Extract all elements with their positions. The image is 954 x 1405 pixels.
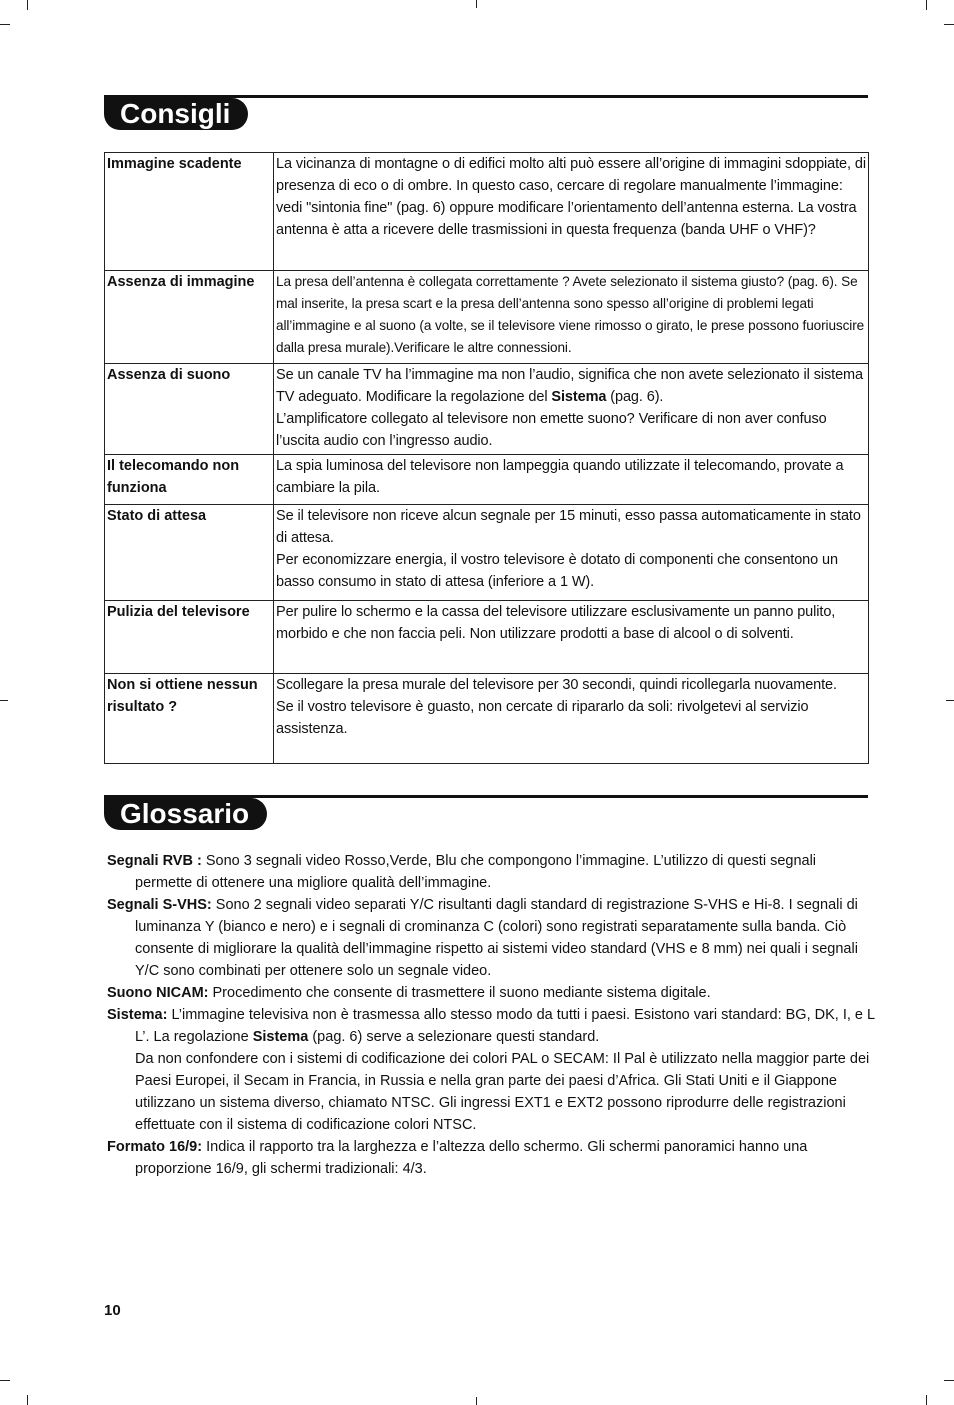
row-text: Per pulire lo schermo e la cassa del televisore utilizzare esclusivamente un panno pulito, morbido e che non faccia peli. Non utilizzare prodotti a base di alcool o di solventi.: [274, 601, 869, 674]
glossary-list: [107, 850, 877, 1180]
row-text-bold: Sistema: [551, 389, 607, 405]
table-row: [105, 601, 869, 674]
glossary-term: Sistema:: [107, 1007, 168, 1023]
glossary-entry: [107, 1136, 877, 1180]
crop-mark: [0, 24, 10, 25]
row-label: Non si ottiene nessun risultato ?: [105, 674, 274, 764]
page-number: 10: [104, 1302, 121, 1319]
row-label: Pulizia del televisore: [105, 601, 274, 674]
row-text-part: Se il televisore non riceve alcun segnale per 15 minuti, esso passa automaticamente in stato di attesa.: [276, 508, 861, 546]
crop-mark: [944, 24, 954, 25]
glossary-entry: [107, 850, 877, 894]
row-text-line2: Per economizzare energia, il vostro televisore è dotato di componenti che consentono un basso consumo in stato di attesa (inferiore a 1 W).: [276, 552, 838, 590]
row-text-line2: L’amplificatore collegato al televisore non emette suono? Verificare di non aver confuso l’uscita audio con l’ingresso audio.: [276, 411, 827, 449]
glossary-text: Indica il rapporto tra la larghezza e l’altezza dello schermo. Gli schermi panoramici hanno una proporzione 16/9, gli schermi tradizionali: 4/3.: [135, 1139, 808, 1177]
table-row: [105, 505, 869, 601]
crop-mark: [0, 1380, 10, 1381]
glossary-text: (pag. 6) serve a selezionare questi standard.: [308, 1029, 600, 1045]
glossary-term: Formato 16/9:: [107, 1139, 203, 1155]
row-text: La vicinanza di montagne o di edifici molto alti può essere all’origine di immagini sdoppiate, di presenza di eco o di ombre. In questo caso, cercare di regolare manualmente l’immagine: vedi "sintonia fine" (pag. 6) oppure modificare l’orientamento dell’antenna esterna. La vostra antenna è atta a ricevere delle trasmissioni in questa frequenza (banda UHF o VHF)?: [274, 153, 869, 271]
glossary-term: Segnali RVB :: [107, 853, 202, 869]
section-title: Glossario: [104, 798, 267, 830]
glossary-entry: [107, 1004, 877, 1048]
tips-table: [104, 152, 869, 764]
row-text: La presa dell’antenna è collegata correttamente ? Avete selezionato il sistema giusto? (pag. 6). Se mal inserite, la presa scart e la presa dell’antenna sono spesso all’origine di problemi legati all’immagine e al suono (a volte, se il televisore viene rimosso o girato, le prese possono fuoriuscire dalla presa murale).Verificare le altre connessioni.: [274, 271, 869, 364]
section-title: Consigli: [104, 98, 248, 130]
row-text: [274, 505, 869, 601]
glossary-term: Suono NICAM:: [107, 985, 209, 1001]
table-row: [105, 364, 869, 455]
row-text-line2: Se il vostro televisore è guasto, non cercate di ripararlo da soli: rivolgetevi al servizio assistenza.: [276, 699, 809, 737]
glossary-text: L’immagine televisiva non è trasmessa allo stesso modo da tutti i paesi. Esistono vari standard: BG, DK, I, e L L’. La regolazione: [135, 1007, 875, 1045]
row-text: [274, 674, 869, 764]
crop-mark: [944, 1380, 954, 1381]
crop-mark: [27, 0, 28, 10]
row-text: [274, 364, 869, 455]
row-text: La spia luminosa del televisore non lampeggia quando utilizzate il telecomando, provate a cambiare la pila.: [274, 455, 869, 505]
row-label: Assenza di suono: [105, 364, 274, 455]
table-row: [105, 674, 869, 764]
crop-mark: [476, 0, 477, 8]
glossary-text: Sono 2 segnali video separati Y/C risultanti dagli standard di registrazione S-VHS e Hi-8. I segnali di luminanza Y (bianco e nero) e i segnali di crominanza C (colori) sono registrati separatamente sulla banda. Ciò consente di migliorare la qualità dell’immagine rispetto ai sistemi video standard (VHS e 8 mm) nei quali i segnali Y/C sono combinati per ottenere solo un segnale video.: [135, 897, 858, 979]
crop-mark: [27, 1395, 28, 1405]
row-text-part: Se un canale TV ha l’immagine ma non l’audio, significa che non avete selezionato il sistema TV adeguato. Modificare la regolazione del: [276, 367, 863, 405]
table-row: [105, 271, 869, 364]
glossary-entry: [107, 982, 877, 1004]
row-label: Stato di attesa: [105, 505, 274, 601]
table-row: [105, 153, 869, 271]
crop-mark: [926, 1395, 927, 1405]
row-text-part: Scollegare la presa murale del televisore per 30 secondi, quindi ricollegarla nuovamente.: [276, 677, 837, 693]
row-label: Immagine scadente: [105, 153, 274, 271]
glossary-text-bold: Sistema: [252, 1029, 309, 1045]
glossary-term: Segnali S-VHS:: [107, 897, 212, 913]
crop-mark: [476, 1397, 477, 1405]
glossary-subparagraph: Da non confondere con i sistemi di codificazione dei colori PAL o SECAM: Il Pal è utilizzato nella maggior parte dei Paesi Europei, il Secam in Francia, in Russia e nella gran parte dei paesi d’Africa. Gli Stati Uniti e il Giappone utilizzano un sistema diverso, chiamato NTSC. Gli ingressi EXT1 e EXT2 possono riprodurre delle registrazioni effettuate con il sistema di codificazione colori NTSC.: [135, 1051, 870, 1133]
crop-mark: [946, 700, 954, 701]
crop-mark: [926, 0, 927, 10]
glossary-text: Procedimento che consente di trasmettere il suono mediante sistema digitale.: [208, 985, 711, 1001]
table-row: [105, 455, 869, 505]
glossary-entry: [107, 894, 877, 982]
row-label: Assenza di immagine: [105, 271, 274, 364]
row-text-part: (pag. 6).: [606, 389, 664, 405]
row-label: Il telecomando non funziona: [105, 455, 274, 505]
crop-mark: [0, 700, 8, 701]
glossary-text: Sono 3 segnali video Rosso,Verde, Blu che compongono l’immagine. L’utilizzo di questi segnali permette di ottenere una migliore qualità dell’immagine.: [135, 853, 817, 891]
